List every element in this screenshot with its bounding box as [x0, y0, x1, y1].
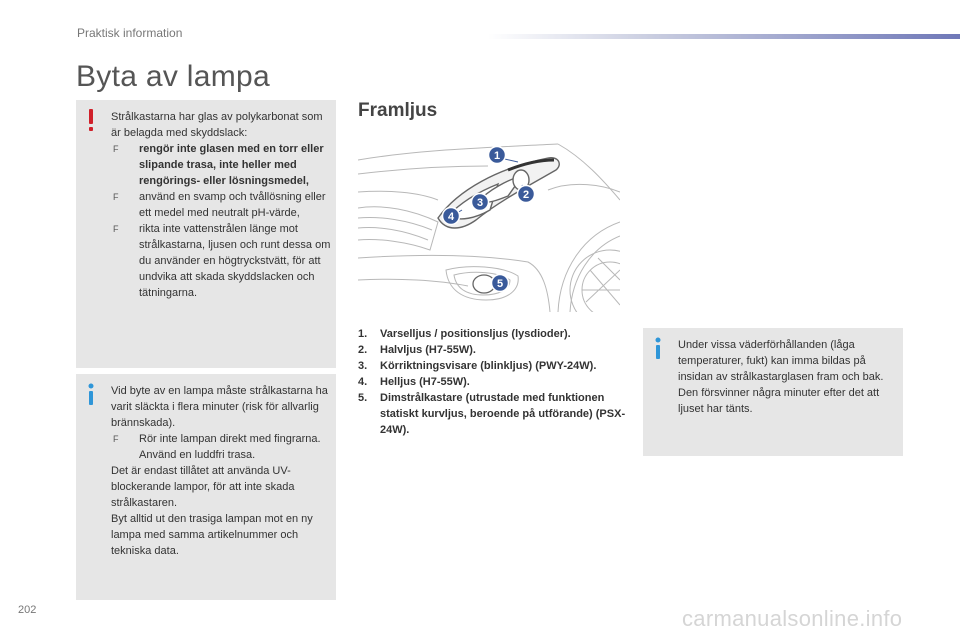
warning-bullet-2: använd en svamp och tvållösning eller ett medel med neutralt pH-värde, — [139, 191, 326, 219]
condensation-text: Under vissa väderförhållanden (låga temperaturer, fukt) kan imma bildas på insidan av strålkastarglasen fram och bak. Den försvinner några minuter efter det att ljuset har tänts. — [678, 339, 884, 415]
page-title: Byta av lampa — [76, 60, 270, 93]
watermark: carmanualsonline.info — [682, 606, 903, 631]
callout-5 — [492, 275, 509, 292]
legend-num: 4. — [358, 376, 368, 388]
legend-text: Körriktningsvisare (blinkljus) (PWY-24W). — [380, 360, 597, 372]
legend-text: Varselljus / positionsljus (lysdioder). — [380, 328, 571, 340]
list-item — [111, 189, 331, 221]
warning-box — [76, 100, 336, 368]
callout-2-label: 2 — [522, 189, 530, 201]
info-icon — [651, 336, 665, 360]
legend-num: 3. — [358, 360, 368, 372]
warning-text — [111, 109, 331, 301]
callout-1 — [489, 147, 506, 164]
info-box-condensation — [643, 328, 903, 456]
info-intro: Vid byte av en lampa måste strålkastarna ha varit släckta i flera minuter (risk för allvarlig brännskada). — [111, 385, 328, 429]
warning-intro: Strålkastarna har glas av polykarbonat som är belagda med skyddslack: — [111, 111, 323, 139]
bullet-icon: F — [113, 224, 119, 234]
list-item — [358, 374, 628, 390]
warning-bullet-3: rikta inte vattenstrålen länge mot strålkastarna, ljusen och runt dessa om du använder en högtryckstvätt, för att undvika att skada skyddslacken och tätningarna. — [139, 223, 331, 299]
legend-text: Helljus (H7-55W). — [380, 376, 470, 388]
info-para-2: Det är endast tillåtet att använda UV-blockerande lampor, för att inte skada strålkastaren. — [111, 465, 295, 509]
callout-3-label: 3 — [476, 197, 484, 209]
legend-text: Dimstrålkastare (utrustade med funktionen statiskt kurvljus, beroende på utförande) (PSX-24W). — [380, 392, 626, 436]
legend-num: 1. — [358, 328, 368, 340]
legend-num: 2. — [358, 344, 368, 356]
list-item — [358, 342, 628, 358]
info-box-lamp-change — [76, 374, 336, 600]
info-text-2 — [678, 337, 898, 417]
info-icon — [84, 382, 98, 406]
bullet-icon: F — [113, 192, 119, 202]
bullet-icon: F — [113, 144, 119, 154]
info-bullet: Rör inte lampan direkt med fingrarna. Använd en luddfri trasa. — [139, 433, 321, 461]
callout-2 — [518, 186, 535, 203]
headlight-figure — [358, 130, 620, 312]
page-number: 202 — [18, 604, 37, 616]
legend-num: 5. — [358, 392, 368, 404]
list-item — [111, 431, 331, 463]
list-item — [111, 141, 331, 189]
callout-1-label: 1 — [493, 150, 501, 162]
header-bar — [488, 34, 960, 39]
info-para-3: Byt alltid ut den trasiga lampan mot en ny lampa med samma artikelnummer och tekniska data. — [111, 513, 313, 557]
callout-5-label: 5 — [496, 278, 504, 290]
list-item — [358, 358, 628, 374]
framljus-title: Framljus — [358, 100, 438, 121]
framljus-legend — [358, 326, 628, 438]
section-label: Praktisk information — [77, 26, 183, 40]
legend-text: Halvljus (H7-55W). — [380, 344, 476, 356]
list-item — [358, 390, 628, 438]
callout-4-label: 4 — [447, 211, 455, 223]
list-item — [358, 326, 628, 342]
info-text-1 — [111, 383, 331, 559]
list-item — [111, 221, 331, 301]
warning-bullet-1: rengör inte glasen med en torr eller slipande trasa, inte heller med rengörings- eller lösningsmedel, — [139, 143, 324, 187]
callout-3 — [472, 194, 489, 211]
bullet-icon: F — [113, 434, 119, 444]
warning-icon — [84, 108, 98, 132]
callout-4 — [443, 208, 460, 225]
